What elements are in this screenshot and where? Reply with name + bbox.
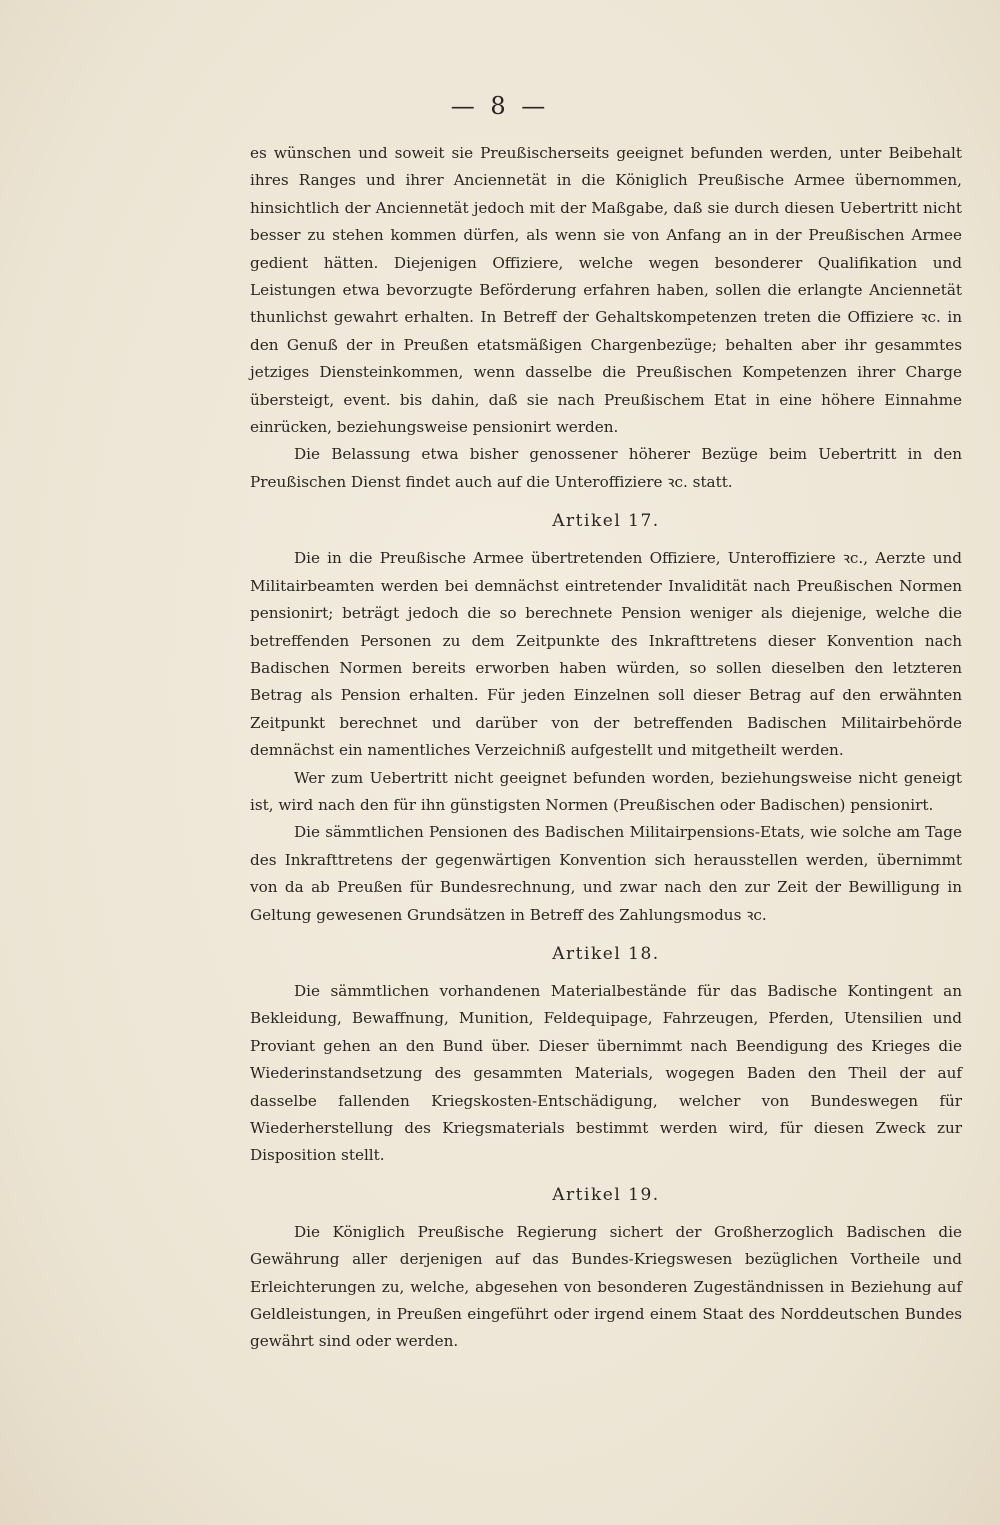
paragraph: Die sämmtlichen Pensionen des Badischen Militairpensions-Etats, wie solche am Tage des Inkrafttretens der gegenwärtigen Konvention sich herausstellen werden, übernimmt von da ab Preußen für Bundesrechnung, und zwar nach den zur Zeit der Bewilligung in Geltung gewesenen Grundsätzen in Betreff des Zahlungsmodus ꝛc. [250, 823, 962, 924]
article-heading: Artikel 19. [552, 1184, 660, 1205]
paragraph: Die sämmtlichen vorhandenen Materialbestände für das Badische Kontingent an Bekleidung, Bewaffnung, Munition, Feldequipage, Fahrzeugen, Pferden, Utensilien und Proviant gehen an den Bund über. Dieser übernimmt nach Beendigung des Krieges die Wiederinstandsetzung des gesammten Materials, wogegen Baden den Theil der auf dasselbe fallenden Kriegskosten-Entschädigung, welcher von Bundeswegen für Wiederherstellung des Kriegsmaterials bestimmt werden wird, für diesen Zweck zur Disposition stellt. [250, 981, 962, 1165]
paragraph: Die Königlich Preußische Regierung sichert der Großherzoglich Badischen die Gewährung aller derjenigen auf das Bundes-Kriegswesen bezüglichen Vortheile und Erleichterungen zu, welche, abgesehen von besonderen Zugeständnissen in Beziehung auf Geldleistungen, in Preußen eingeführt oder irgend einem Staat des Norddeutschen Bundes gewährt sind oder werden. [250, 1222, 962, 1351]
page-number: — 8 — [450, 92, 550, 120]
paragraph: Wer zum Uebertritt nicht geeignet befunden worden, beziehungsweise nicht geneigt ist, wird nach den für ihn günstigsten Normen (Preußischen oder Badischen) pensionirt. [250, 768, 962, 814]
paragraph: Die Belassung etwa bisher genossener höherer Bezüge beim Uebertritt in den Preußischen Dienst findet auch auf die Unteroffiziere ꝛc. statt. [250, 445, 962, 491]
paragraph-continued: es wünschen und soweit sie Preußischerseits geeignet befunden werden, unter Beibehalt ihres Ranges und ihrer Anciennetät in die Königlich Preußische Armee übernommen, hinsichtlich der Anciennetät jedoch mit der Maßgabe, daß sie durch diesen Uebertritt nicht besser zu stehen kommen dürfen, als wenn sie von Anfang an in der Preußischen Armee gedient hätten. Diejenigen Offiziere, welche wegen besonderer Qualifikation und Leistungen etwa bevorzugte Beförderung erfahren haben, sollen die erlangte Anciennetät thunlichst gewahrt erhalten. In Betreff der Gehaltskompetenzen treten die Offiziere ꝛc. in den Genuß der in Preußen etatsmäßigen Chargenbezüge; behalten aber ihr gesammtes jetziges Diensteinkommen, wenn dasselbe die Preußischen Kompetenzen ihrer Charge übersteigt, event. bis dahin, daß sie nach Preußischem Etat in eine höhere Einnahme einrücken, beziehungsweise pensionirt werden. [250, 144, 962, 437]
article-heading: Artikel 18. [552, 943, 660, 964]
paragraph: Die in die Preußische Armee übertretenden Offiziere, Unteroffiziere ꝛc., Aerzte und Militairbeamten werden bei demnächst eintretender Invalidität nach Preußischen Normen pensionirt; beträgt jedoch die so berechnete Pension weniger als diejenige, welche die betreffenden Personen zu dem Zeitpunkte des Inkrafttretens dieser Konvention nach Badischen Normen bereits erworben haben würden, so sollen dieselben den letzteren Betrag als Pension erhalten. Für jeden Einzelnen soll dieser Betrag auf den erwähnten Zeitpunkt berechnet und darüber von der betreffenden Badischen Militairbehörde demnächst ein namentliches Verzeichniß aufgestellt und mitgetheilt werden. [250, 549, 962, 760]
body-text [250, 140, 962, 1356]
article-heading: Artikel 17. [552, 511, 660, 532]
